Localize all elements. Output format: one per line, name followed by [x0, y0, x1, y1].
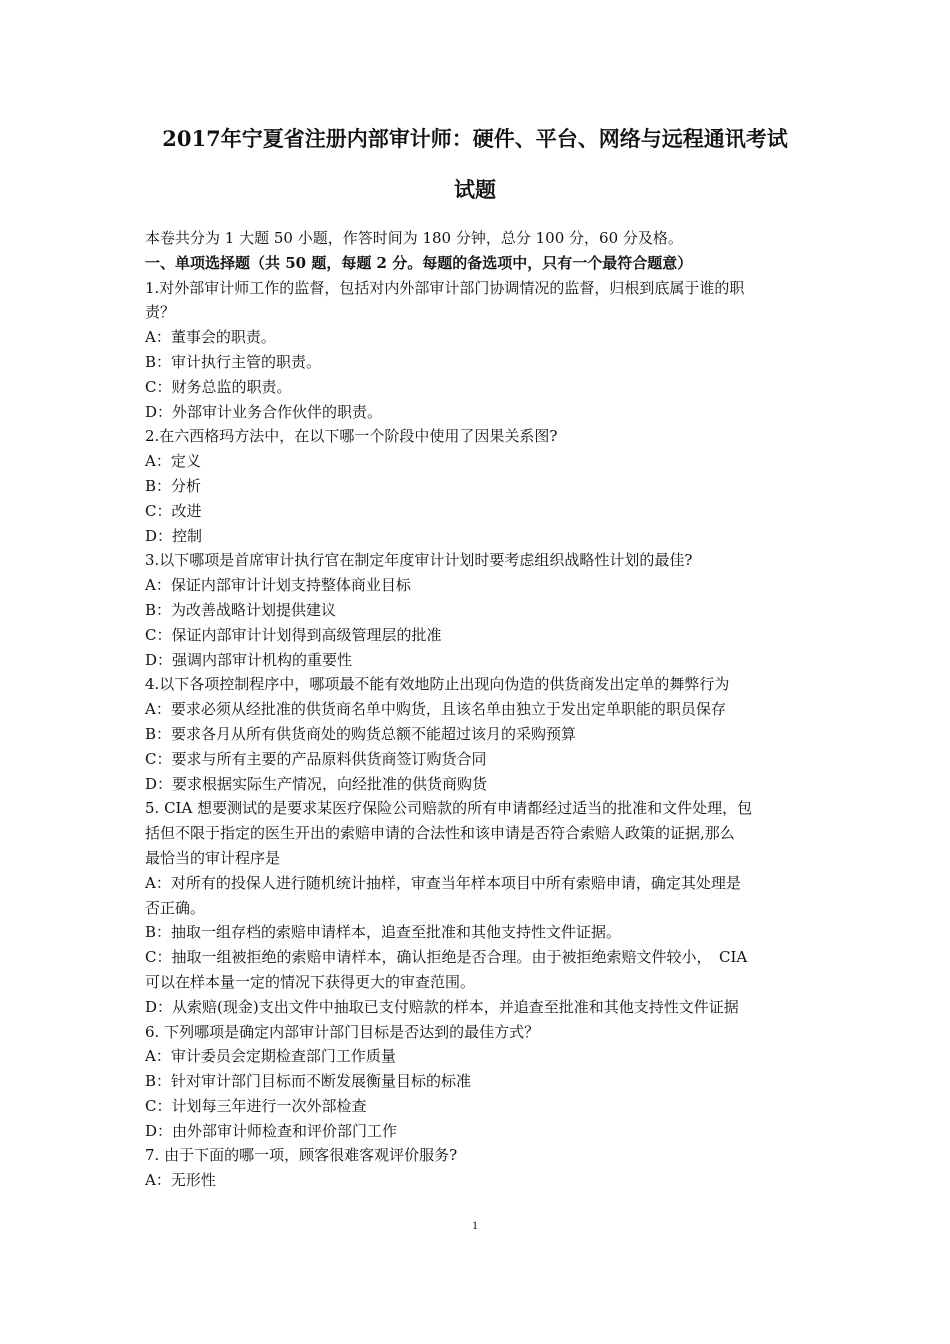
- answer-option: C：抽取一组被拒绝的索赔申请样本，确认拒绝是否合理。由于被拒绝索赔文件较小， CIA: [145, 948, 748, 967]
- section-heading: 一、单项选择题（共 50 题，每题 2 分。每题的备选项中，只有一个最符合题意）: [145, 253, 693, 272]
- question-text: 最恰当的审计程序是: [145, 848, 281, 867]
- answer-option: D：控制: [145, 526, 203, 545]
- question-text: 5. CIA 想要测试的是要求某医疗保险公司赔款的所有申请都经过适当的批准和文件处理，包: [145, 799, 753, 818]
- document-title-line-2: 试题: [454, 177, 496, 202]
- answer-option: C：计划每三年进行一次外部检查: [145, 1096, 367, 1115]
- question-item: [145, 1020, 815, 1144]
- answer-option: B：审计执行主管的职责。: [145, 352, 322, 371]
- question-text: 责？: [145, 303, 176, 322]
- question-text: 2.在六西格玛方法中，在以下哪一个阶段中使用了因果关系图?: [145, 427, 558, 446]
- answer-option: D：从索赔(现金)支出文件中抽取已支付赔款的样本，并追查至批准和其他支持性文件证据: [145, 997, 739, 1016]
- question-item: [145, 548, 815, 672]
- answer-option: A：对所有的投保人进行随机统计抽样，审查当年样本项目中所有索赔申请，确定其处理是: [145, 873, 741, 892]
- question-item: [145, 1143, 815, 1193]
- question-text: 7. 由于下面的哪一项，顾客很难客观评价服务?: [145, 1146, 458, 1165]
- question-item: [145, 672, 815, 796]
- answer-option: A：无形性: [145, 1171, 216, 1190]
- answer-option: B：要求各月从所有供货商处的购货总额不能超过该月的采购预算: [145, 724, 577, 743]
- answer-option: A：要求必须从经批准的供货商名单中购货，且该名单由独立于发出定单职能的职员保存: [145, 700, 726, 719]
- answer-option: 可以在样本量一定的情况下获得更大的审查范围。: [145, 972, 476, 991]
- answer-option: C：保证内部审计计划得到高级管理层的批准: [145, 625, 442, 644]
- answer-option: B：针对审计部门目标而不断发展衡量目标的标准: [145, 1072, 472, 1091]
- question-text: 3.以下哪项是首席审计执行官在制定年度审计计划时要考虑组织战略性计划的最佳?: [145, 551, 693, 570]
- document-body: [145, 226, 815, 1193]
- answer-option: B：分析: [145, 476, 202, 495]
- question-item: [145, 796, 815, 1019]
- exam-intro: 本卷共分为 1 大题 50 小题，作答时间为 180 分钟，总分 100 分，60 分及格。: [145, 229, 683, 247]
- question-text: 4.以下各项控制程序中，哪项最不能有效地防止出现向伪造的供货商发出定单的舞弊行为: [145, 675, 730, 694]
- answer-option: C：要求与所有主要的产品原料供货商签订购货合同: [145, 749, 487, 768]
- answer-option: C：财务总监的职责。: [145, 377, 292, 396]
- question-item: [145, 276, 815, 425]
- document-title-line-1: 2017年宁夏省注册内部审计师：硬件、平台、网络与远程通讯考试: [162, 126, 788, 151]
- question-item: [145, 424, 815, 548]
- answer-option: D：由外部审计师检查和评价部门工作: [145, 1121, 398, 1140]
- answer-option: A：定义: [145, 452, 201, 471]
- answer-option: B：为改善战略计划提供建议: [145, 600, 337, 619]
- answer-option: D：要求根据实际生产情况，向经批准的供货商购货: [145, 774, 488, 793]
- answer-option: A：保证内部审计计划支持整体商业目标: [145, 576, 411, 595]
- question-list: [145, 276, 815, 1193]
- answer-option: D：外部审计业务合作伙伴的职责。: [145, 402, 383, 421]
- question-text: 6. 下列哪项是确定内部审计部门目标是否达到的最佳方式？: [145, 1022, 540, 1041]
- page-number: 1: [472, 1218, 478, 1232]
- question-text: 括但不限于指定的医生开出的索赔申请的合法性和该申请是否符合索赔人政策的证据,那么: [145, 824, 735, 843]
- question-text: 1.对外部审计师工作的监督，包括对内外部审计部门协调情况的监督，归根到底属于谁的职: [145, 278, 745, 297]
- answer-option: 否正确。: [145, 898, 206, 917]
- answer-option: B：抽取一组存档的索赔申请样本，追查至批准和其他支持性文件证据。: [145, 923, 622, 942]
- answer-option: A：董事会的职责。: [145, 328, 276, 347]
- answer-option: C：改进: [145, 501, 202, 520]
- answer-option: A：审计委员会定期检查部门工作质量: [145, 1047, 396, 1066]
- answer-option: D：强调内部审计机构的重要性: [145, 650, 353, 669]
